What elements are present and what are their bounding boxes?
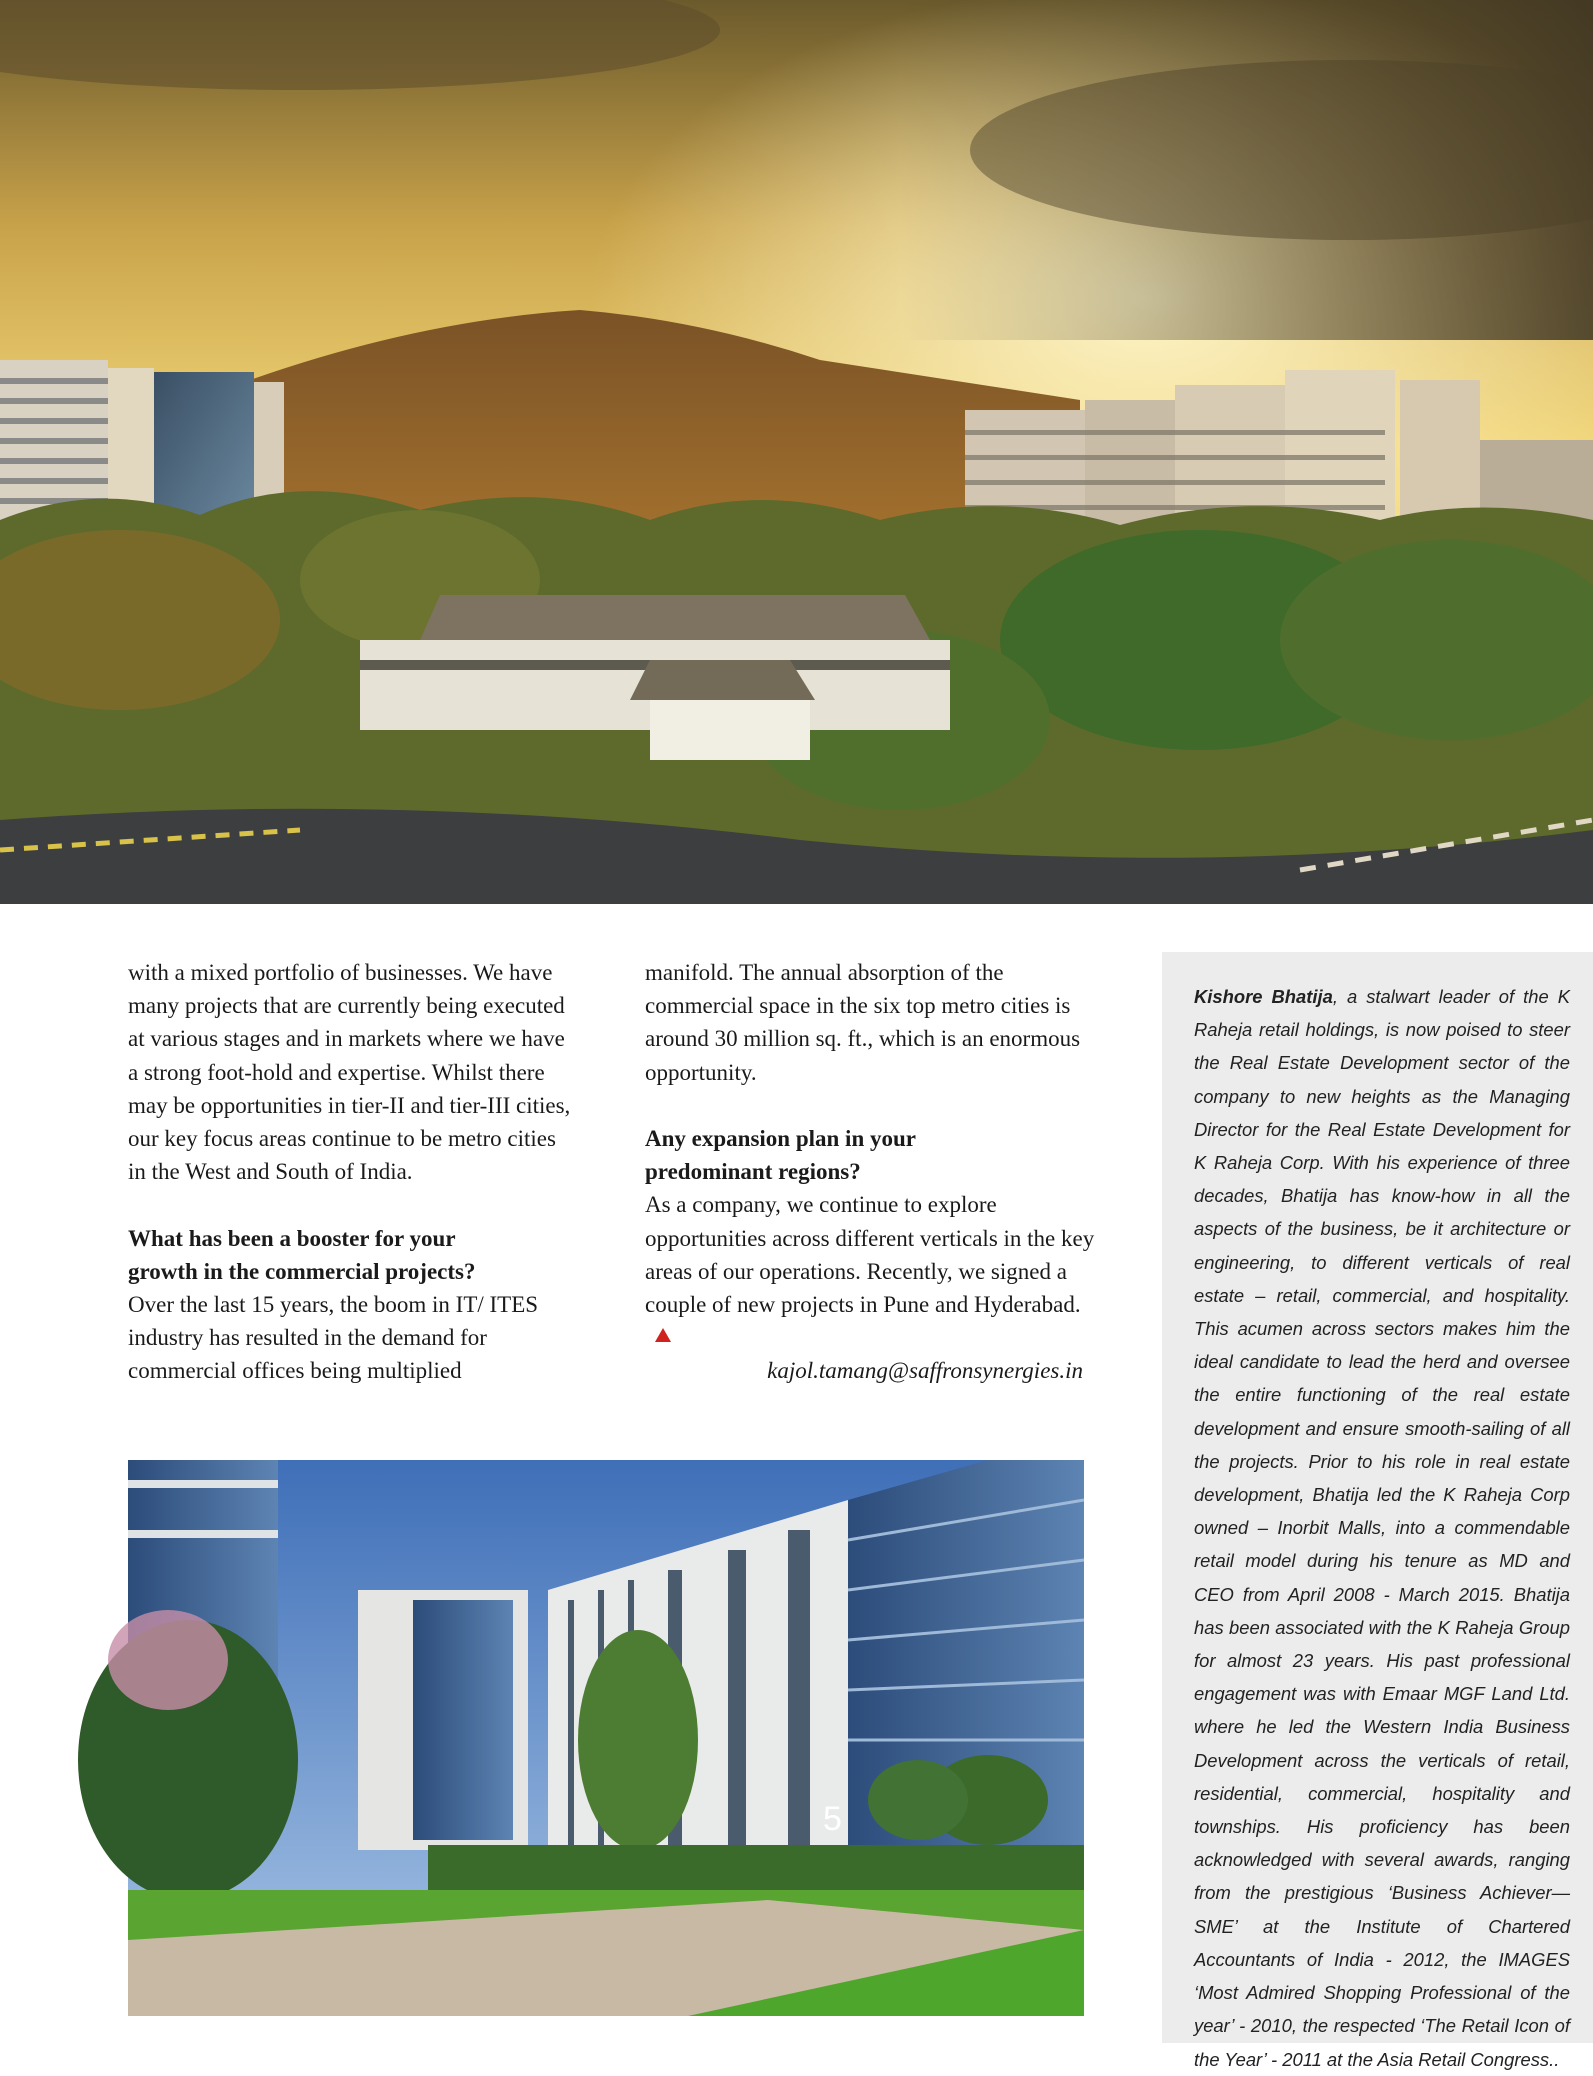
office-complex-photo	[128, 1460, 1084, 2016]
profile-bio	[1194, 980, 1570, 2076]
hero-photo	[0, 0, 1593, 904]
author-email: kajol.tamang@saffronsynergies.in	[767, 1358, 1083, 1384]
article-column-1	[128, 956, 578, 1388]
profile-name: Kishore Bhatija	[1194, 986, 1333, 1007]
question-heading-2	[645, 1122, 1095, 1188]
answer-paragraph	[645, 1188, 1095, 1354]
question-line: Any expansion plan in your	[645, 1126, 916, 1151]
paragraph: manifold. The annual absorption of the commercial space in the six top metro cities is around 30 million sq. ft., which is an enormous opportunity.	[645, 960, 1081, 1085]
business-park-photo	[0, 0, 1593, 904]
question-line: growth in the commercial projects?	[128, 1258, 476, 1284]
profile-bio-text: , a stalwart leader of the K Raheja retail holdings, is now poised to steer the Real Estate Development sector of the company to new heights as the Managing Director for the Real Estate Development for K Raheja Corp. With his experience of three decades, Bhatija has know-how in all the aspects of the business, be it architecture or engineering, to different verticals of real estate – retail, commercial, and hospitality. This acumen across sectors makes him the ideal candidate to lead the herd and oversee the entire functioning of the real estate development and ensure smooth-sailing of all the projects. Prior to his role in real estate development, Bhatija led the K Raheja Corp owned – Inorbit Malls, into a commendable retail model during his tenure as MD and CEO from April 2008 - March 2015. Bhatija has been associated with the K Raheja Group for almost 23 years. His past professional engagement was with Emaar MGF Land Ltd. where he led the Western India Business Development across the verticals of retail, residential, commercial, hospitality and townships. His proficiency has been acknowledged with several awards, ranging from the prestigious ‘Business Achiever—SME’ at the Institute of Chartered Accountants of India - 2012, the IMAGES ‘Most Admired Shopping Professional of the year’ - 2010, the respected ‘The Retail Icon of the Year’ - 2011 at the Asia Retail Congress..	[1194, 986, 1570, 2070]
end-of-article-triangle-icon	[655, 1328, 671, 1342]
question-line: predominant regions?	[645, 1159, 861, 1185]
paragraph: with a mixed portfolio of businesses. We have many projects that are currently being executed at various stages and in markets where we have a strong foot-hold and expertise. Whilst there may be opportunities in tier-II and tier-III cities, our key focus areas continue to be metro cities in the West and South of India.	[128, 960, 571, 1185]
question-heading-1	[128, 1222, 578, 1288]
answer-paragraph: Over the last 15 years, the boom in IT/ ITES industry has resulted in the demand for commercial offices being multiplied	[128, 1292, 539, 1384]
building-number: 5	[823, 1800, 842, 1838]
answer-text: As a company, we continue to explore opportunities across different verticals in the key areas of our operations. Recently, we signed a couple of new projects in Pune and Hyderabad.	[645, 1192, 1095, 1318]
article-column-2	[645, 956, 1095, 1388]
office-buildings-photo	[128, 1460, 1084, 2016]
profile-sidebar	[1162, 952, 1593, 2070]
question-line: What has been a booster for your	[128, 1225, 456, 1251]
